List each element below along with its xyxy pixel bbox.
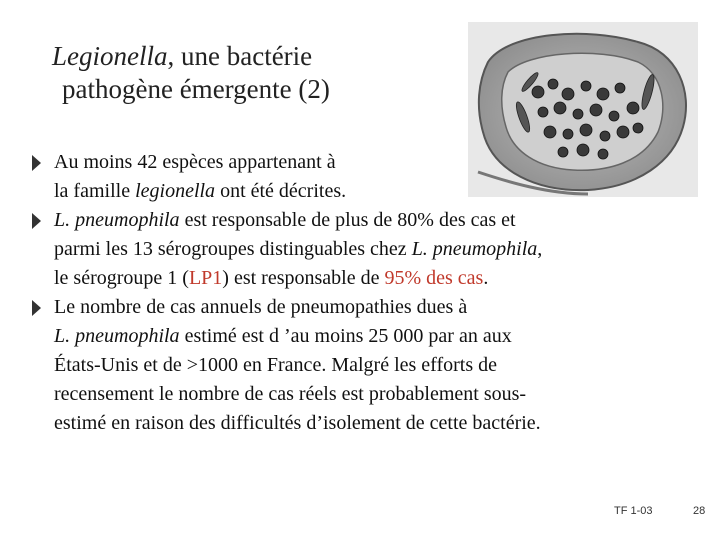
arrow-bullet-icon [32,213,41,229]
title-line2: pathogène émergente (2) [62,74,330,104]
bullet-3-italic: L. pneumophila [54,325,180,347]
highlight-95-percent: 95% des cas [384,267,484,289]
arrow-bullet-icon [32,155,41,171]
bullet-2-text: ) est responsable de [222,267,385,289]
bullet-2-italic: L. pneumophila [54,209,180,231]
bullet-2-text: le sérogroupe 1 ( [54,267,189,289]
bullet-3-line5: estimé en raison des difficultés d’isolement de cette bactérie. [54,412,541,434]
bullet-2-text: , [537,238,543,260]
bullet-2-text: . [483,267,489,289]
slide-title [52,40,330,106]
page-number: 28 [693,505,706,517]
bullet-1-line1: Au moins 42 espèces appartenant à [54,151,336,173]
footer-code: TF 1-03 [614,505,653,517]
bullet-1-text: la famille [54,180,136,202]
bullet-2-italic: L. pneumophila [411,238,538,260]
bullet-2-text: est responsable de plus de 80% des cas et [179,209,516,231]
bullet-3 [32,293,692,438]
bullet-2-text: parmi les 13 sérogroupes distinguables chez [54,238,412,260]
arrow-bullet-icon [32,300,41,316]
title-line1: , une bactérie [167,41,313,71]
bullet-1 [32,148,692,206]
bullet-3-line4: recensement le nombre de cas réels est probablement sous- [54,383,527,405]
title-italic: Legionella [52,41,168,71]
bullet-2 [32,206,692,293]
bullet-3-line3: États-Unis et de >1000 en France. Malgré les efforts de [54,354,497,376]
bullet-3-line1: Le nombre de cas annuels de pneumopathies dues à [54,296,468,318]
bullet-3-text: estimé est d ’au moins 25 000 par an aux [179,325,512,347]
highlight-lp1: LP1 [188,267,223,289]
bullet-list [32,148,692,438]
bullet-1-text: ont été décrites. [215,180,347,202]
bullet-1-italic: legionella [135,180,216,202]
